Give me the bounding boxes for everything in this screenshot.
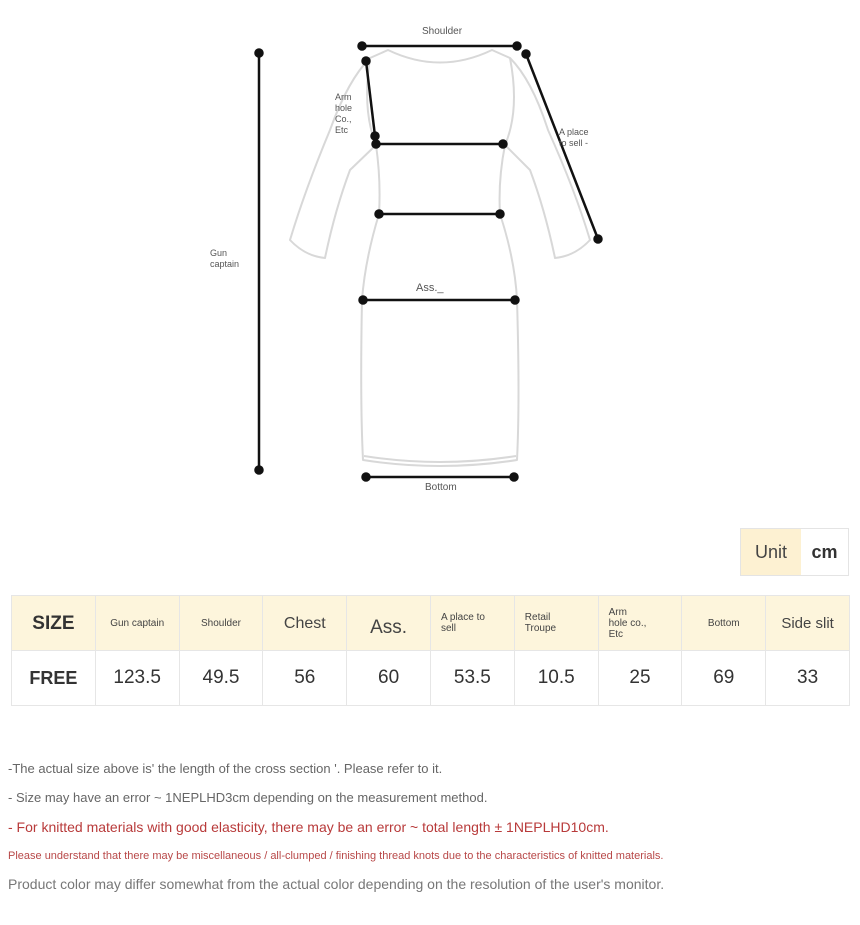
note-measurement-error: - Size may have an error ~ 1NEPLHD3cm depending on the measurement method. [8,790,488,805]
header-bottom: Bottom [682,596,766,651]
cell-arm-hole: 25 [598,651,682,706]
header-retail-troupe: Retail Troupe [514,596,598,651]
note-cross-section: -The actual size above is' the length of the cross section '. Please refer to it. [8,761,443,776]
header-size: SIZE [12,596,96,651]
size-notes [8,760,853,904]
label-length: Gun captain [210,248,240,269]
header-arm-hole: Arm hole co., Etc [598,596,682,651]
cell-gun-captain: 123.5 [95,651,179,706]
size-table [11,595,850,706]
table-row [12,651,850,706]
header-a-place-to-sell: A place to sell [430,596,514,651]
header-ass: Ass. [347,596,431,651]
unit-indicator [740,528,849,576]
cell-ass: 60 [347,651,431,706]
note-knit-elasticity: - For knitted materials with good elasticity, there may be an error ~ total length ± 1NEPLHD10cm. [8,819,609,835]
table-header-row [12,596,850,651]
unit-value: cm [801,529,848,575]
cell-side-slit: 33 [766,651,850,706]
label-bottom: Bottom [425,482,457,493]
header-shoulder: Shoulder [179,596,263,651]
cell-shoulder: 49.5 [179,651,263,706]
unit-label: Unit [741,529,801,575]
header-gun-captain: Gun captain [95,596,179,651]
cell-retail-troupe: 10.5 [514,651,598,706]
label-armhole: Arm hole Co., Etc [335,92,353,135]
cell-size: FREE [12,651,96,706]
label-hip: Ass._ [416,282,444,294]
cell-chest: 56 [263,651,347,706]
measurement-lines [256,43,602,481]
label-shoulder: Shoulder [422,26,463,37]
cell-bottom: 69 [682,651,766,706]
note-thread-knots: Please understand that there may be miscellaneous / all-clumped / finishing thread knots due to the characteristics of knitted materials. [8,850,664,862]
label-sleeve: A place to sell - [559,127,589,148]
note-monitor-color: Product color may differ somewhat from the actual color depending on the resolution of the user's monitor. [8,876,665,892]
header-side-slit: Side slit [766,596,850,651]
header-chest: Chest [263,596,347,651]
cell-a-place-to-sell: 53.5 [430,651,514,706]
